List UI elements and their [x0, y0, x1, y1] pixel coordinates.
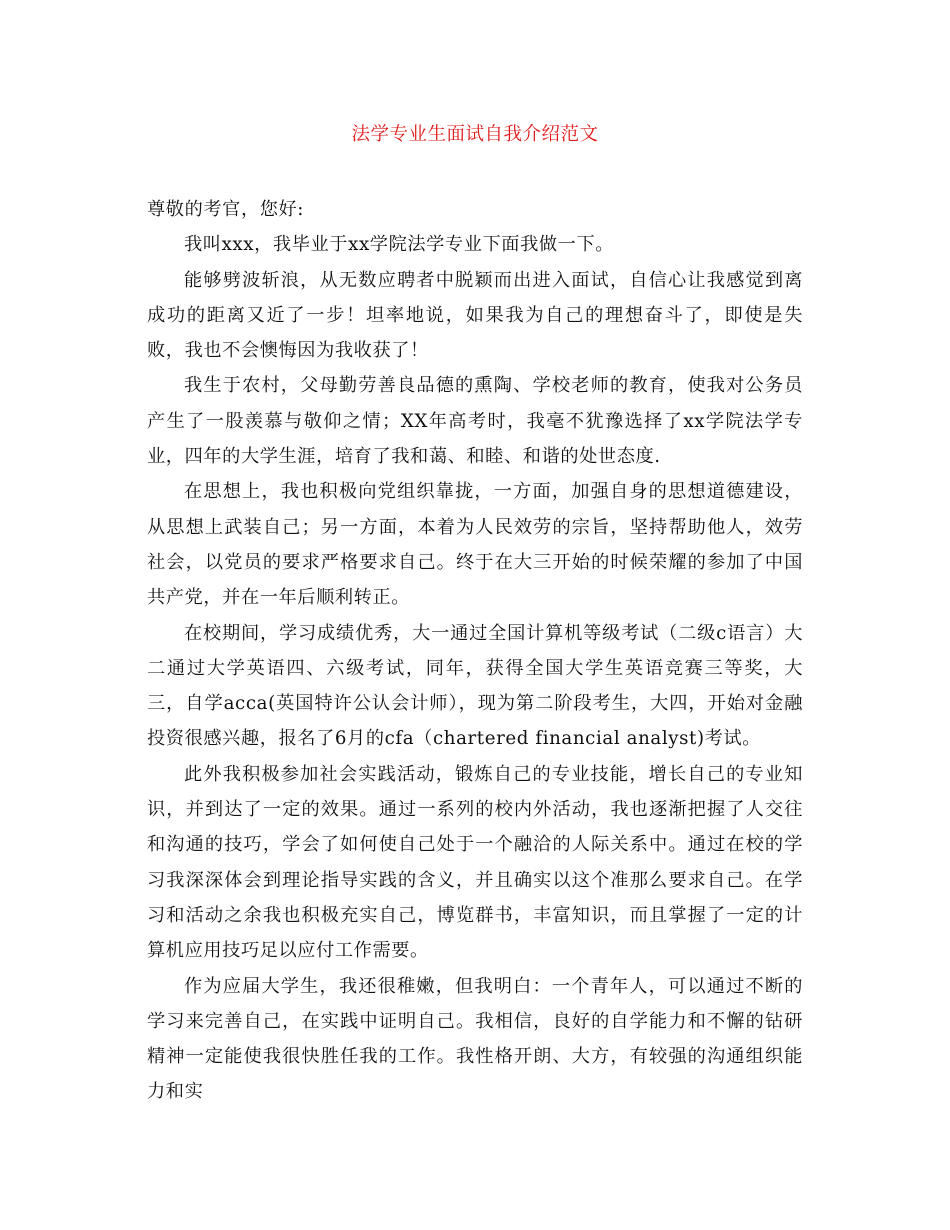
document-title: 法学专业生面试自我介绍范文	[351, 124, 599, 145]
paragraph-4: 在思想上，我也积极向党组织靠拢，一方面，加强自身的思想道德建设，从思想上武装自己；另一方面，本着为人民效劳的宗旨，坚持帮助他人，效劳社会，以党员的要求严格要求自己。终于在大三开始的时候荣耀的参加了中国共产党，并在一年后顺利转正。	[147, 481, 803, 609]
paragraph-2: 能够劈波斩浪，从无数应聘者中脱颖而出进入面试，自信心让我感觉到离成功的距离又近了一步！坦率地说，如果我为自己的理想奋斗了，即使是失败，我也不会懊悔因为我收获了！	[147, 269, 803, 362]
greeting: 尊敬的考官，您好:	[147, 199, 305, 220]
paragraph-1: 我叫xxx，我毕业于xx学院法学专业下面我做一下。	[184, 234, 615, 256]
paragraph-6: 此外我积极参加社会实践活动，锻炼自己的专业技能，增长自己的专业知识，并到达了一定的效果。通过一系列的校内外活动，我也逐渐把握了人交往和沟通的技巧，学会了如何使自己处于一个融洽的人际关系中。通过在校的学习我深深体会到理论指导实践的含义，并且确实以这个准那么要求自己。在学习和活动之余我也积极充实自己，博览群书，丰富知识，而且掌握了一定的计算机应用技巧足以应付工作需要。	[147, 763, 803, 962]
paragraph-7: 作为应届大学生，我还很稚嫩，但我明白：一个青年人，可以通过不断的学习来完善自己，在实践中证明自己。我相信，良好的自学能力和不懈的钻研精神一定能使我很快胜任我的工作。我性格开朗、大方，有较强的沟通组织能力和实	[147, 975, 803, 1103]
paragraph-3: 我生于农村，父母勤劳善良品德的熏陶、学校老师的教育，使我对公务员产生了一股羡慕与敬仰之情；XX年高考时，我毫不犹豫选择了xx学院法学专业，四年的大学生涯，培育了我和蔼、和睦、和谐的处世态度.	[147, 375, 803, 468]
document-body	[147, 192, 803, 1110]
paragraph-5: 在校期间，学习成绩优秀，大一通过全国计算机等级考试（二级c语言）大二通过大学英语四、六级考试，同年，获得全国大学生英语竞赛三等奖，大三，自学acca(英国特许公认会计师），现为第二阶段考生，大四，开始对金融投资很感兴趣，报名了6月的cfa（chartered financial analyst)考试。	[147, 622, 803, 750]
